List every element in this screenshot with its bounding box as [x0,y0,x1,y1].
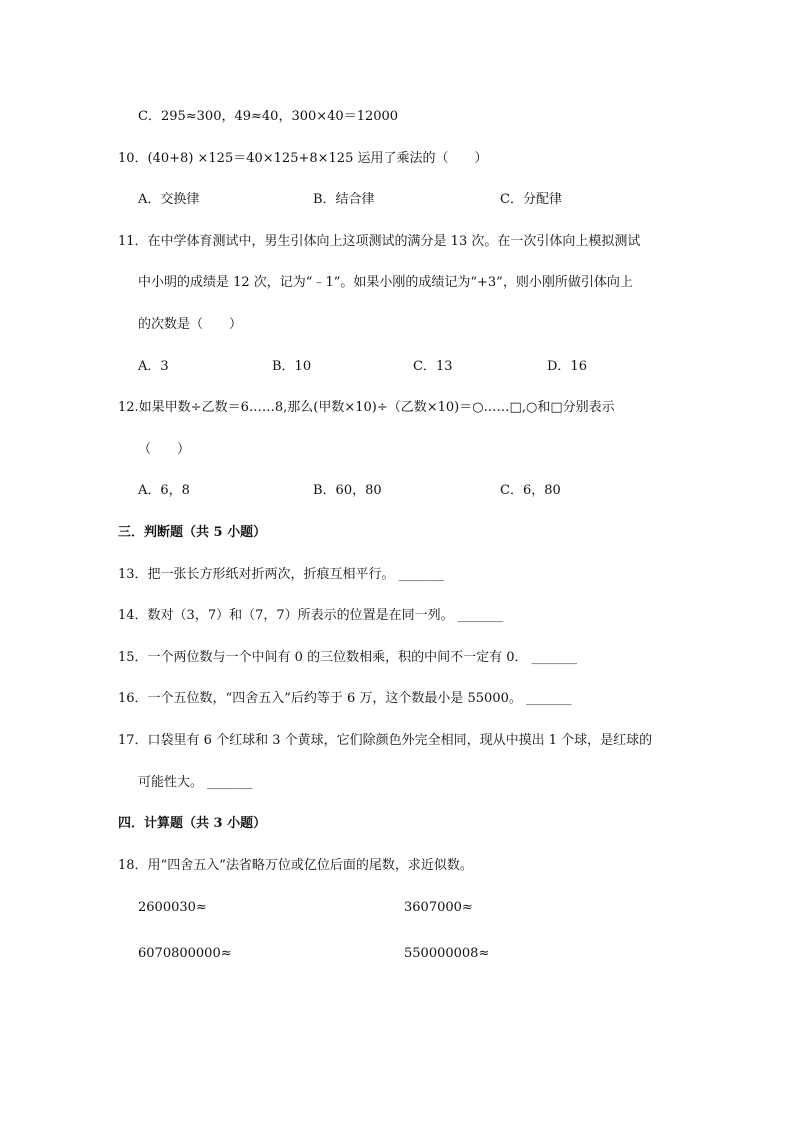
q9-option-c: C．295≈300，49≈40，300×40＝12000 [138,109,399,124]
q12-line-1: 12.如果甲数÷乙数＝6……8,那么(甲数×10)÷（乙数×10)＝○……□,○和□分别表示 [118,400,615,415]
q18-item-4: 550000008≈ [404,946,490,961]
q11-option-d: D．16 [547,359,587,374]
q17-line-2: 可能性大。 _______ [138,775,253,790]
q12-line-2: （ ） [138,442,191,457]
q10-option-a: A．交换律 [138,192,200,207]
question-13: 13．把一张长方形纸对折两次，折痕互相平行。 _______ [118,567,445,582]
question-16: 16．一个五位数，“四舍五入”后约等于 6 万，这个数最小是 55000。 _______ [118,691,572,706]
question-14: 14．数对（3，7）和（7，7）所表示的位置是在同一列。 _______ [118,608,504,623]
q11-line-1: 11．在中学体育测试中，男生引体向上这项测试的满分是 13 次。在一次引体向上模拟测试 [118,234,641,249]
q11-line-2: 中小明的成绩是 12 次，记为“﹣1”。如果小刚的成绩记为“+3”，则小刚所做引体向上 [138,275,633,290]
q18-item-2: 3607000≈ [404,900,473,915]
q12-option-b: B．60，80 [313,483,382,498]
q10-stem: 10．(40+8) ×125＝40×125+8×125 运用了乘法的（ ） [118,151,488,166]
section-4-title: 四．计算题（共 3 小题） [118,816,267,831]
q11-option-c: C．13 [413,359,453,374]
q11-line-3: 的次数是（ ） [138,317,243,332]
q10-option-c: C．分配律 [500,192,562,207]
section-3-title: 三．判断题（共 5 小题） [118,525,267,540]
q18-stem: 18．用“四舍五入”法省略万位或亿位后面的尾数，求近似数。 [118,858,473,873]
q11-option-b: B．10 [272,359,312,374]
q17-line-1: 17．口袋里有 6 个红球和 3 个黄球，它们除颜色外完全相同，现从中摸出 1 个球，是红球的 [118,733,653,748]
q12-option-a: A．6，8 [138,483,190,498]
q10-option-b: B．结合律 [313,192,375,207]
q18-item-1: 2600030≈ [138,900,207,915]
question-15: 15．一个两位数与一个中间有 0 的三位数相乘，积的中间不一定有 0． _______ [118,650,578,665]
q18-item-3: 6070800000≈ [138,946,232,961]
q11-option-a: A．3 [138,359,169,374]
q12-option-c: C．6，80 [500,483,561,498]
